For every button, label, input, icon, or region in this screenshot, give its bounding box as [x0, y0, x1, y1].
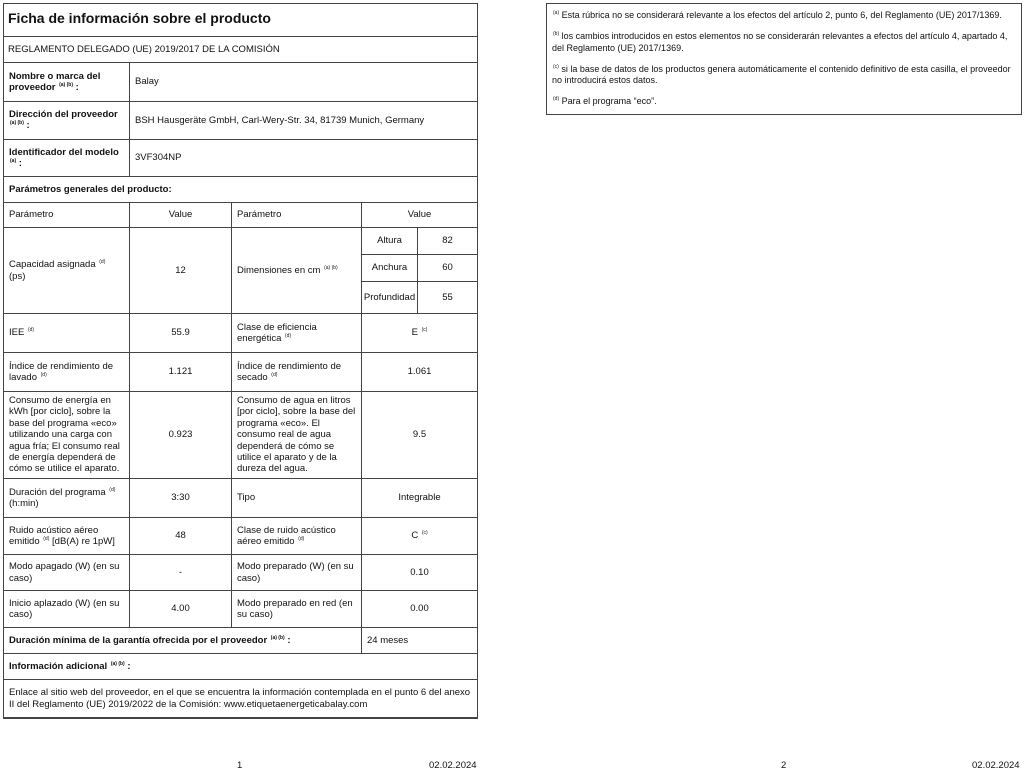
capacity-dimensions-row — [4, 227, 477, 313]
model-label: Identificador del modelo $^{(a)}$ : — [9, 146, 119, 170]
table-row — [4, 554, 477, 590]
column-header-param-1: Parámetro — [9, 209, 54, 221]
param-value-left: 0.923 — [129, 392, 231, 478]
param-value-right: 9.5 — [361, 392, 477, 478]
general-parameters-heading: Parámetros generales del producto: — [9, 183, 172, 195]
dimension-height — [362, 228, 477, 254]
param-value-left: 1.121 — [129, 353, 231, 391]
additional-info-row — [4, 653, 477, 679]
supplier-row — [4, 62, 477, 101]
warranty-value: 24 meses — [361, 628, 477, 653]
column-header-value-2: Value — [361, 203, 477, 227]
dimension-value: 60 — [417, 255, 477, 281]
footnote-b: $^{(b)}$ los cambios introducidos en estos elementos no se considerarán relevantes a efectos del artículo 4, apartado 4, del Reglamento (UE) 2017/1369. — [552, 31, 1008, 53]
page-date-2: 02.02.2024 — [972, 760, 1020, 771]
table-row — [4, 391, 477, 478]
dimension-label: Anchura — [371, 262, 408, 274]
param-value-left: 55.9 — [129, 314, 231, 352]
param-label-right: Modo preparado (W) (en su caso) — [231, 555, 361, 590]
param-label-left: Ruido acústico aéreo emitido $^{(d)}$ [dB(A) re 1pW] — [9, 524, 115, 548]
param-label-left: Inicio aplazado (W) (en su caso) — [9, 597, 120, 620]
param-label-left: Modo apagado (W) (en su caso) — [9, 561, 120, 584]
table-header-row — [4, 202, 477, 227]
param-value-right: E $^{(c)}$ — [361, 314, 477, 352]
table-row — [4, 590, 477, 627]
param-value-left: 3:30 — [129, 479, 231, 517]
footnote-c: $^{(c)}$ si la base de datos de los productos genera automáticamente el contenido definitivo de esta casilla, el proveedor no introducirá estos datos. — [552, 63, 1011, 85]
warranty-label: Duración mínima de la garantía ofrecida por el proveedor $^{(a) (b)}$ : — [9, 634, 291, 646]
product-information-sheet — [3, 3, 478, 719]
param-label-left: Consumo de energía en kWh [por ciclo], sobre la base del programa «eco» utilizando una carga con agua fría; El consumo real de energía dependerá de cómo se utilice el aparato. — [9, 395, 120, 475]
dimension-label: Altura — [377, 235, 402, 247]
param-value-right: 0.00 — [361, 591, 477, 627]
address-value: BSH Hausgeräte GmbH, Carl-Wery-Str. 34, 81739 Munich, Germany — [129, 102, 477, 139]
dimension-width — [362, 254, 477, 281]
param-label-right: Tipo — [231, 479, 361, 517]
table-row — [4, 352, 477, 391]
supplier-value: Balay — [129, 63, 477, 101]
param-value-right: Integrable — [361, 479, 477, 517]
sheet-header — [3, 3, 478, 719]
param-label-right: Clase de eficiencia energética $^{(d)}$ — [231, 314, 361, 352]
table-row — [4, 517, 477, 554]
dimension-value: 82 — [417, 228, 477, 254]
page-number-2: 2 — [781, 760, 787, 771]
dimension-label: Profundidad — [363, 291, 416, 303]
param-value-right: C $^{(c)}$ — [361, 518, 477, 554]
param-label-right: Consumo de agua en litros [por ciclo], sobre la base del programa «eco». El consumo real de agua dependerá de cómo se utilice el aparato y de la dureza del agua. — [231, 392, 361, 478]
param-value-right: 1.061 — [361, 353, 477, 391]
column-header-param-2: Parámetro — [231, 203, 361, 227]
capacity-label: Capacidad asignada $^{(d)}$ (ps) — [9, 259, 106, 282]
address-row — [4, 101, 477, 139]
dimensions-subtable — [361, 228, 477, 313]
param-value-left: 48 — [129, 518, 231, 554]
column-header-value-1: Value — [129, 203, 231, 227]
param-label-right: Índice de rendimiento de secado $^{(d)}$ — [231, 353, 361, 391]
supplier-label: Nombre o marca del proveedor $^{(a) (b)}$ : — [9, 70, 101, 94]
capacity-value: 12 — [129, 228, 231, 313]
additional-info-heading: Información adicional $^{(a) (b)}$ : — [9, 660, 131, 672]
page-number-1: 1 — [237, 760, 243, 771]
dimensions-label: Dimensiones en cm $^{(a) (b)}$ — [231, 228, 361, 313]
supplier-website-text: Enlace al sitio web del proveedor, en el que se encuentra la información contemplada en el punto 6 del anexo II del Reglamento (UE) 2019/2022 de la Comisión: www.etiquetaenergeticabalay.com — [9, 687, 471, 710]
param-value-left: 4.00 — [129, 591, 231, 627]
table-row — [4, 313, 477, 352]
supplier-website-row — [4, 679, 477, 718]
footnote-d: $^{(d)}$ Para el programa “eco”. — [553, 96, 657, 107]
param-label-left: IEE $^{(d)}$ — [9, 327, 35, 339]
param-label-right: Modo preparado en red (en su caso) — [231, 591, 361, 627]
param-label-left: Duración del programa $^{(d)}$ (h:min) — [9, 486, 116, 510]
page-date-1: 02.02.2024 — [429, 760, 477, 771]
param-value-left: - — [129, 555, 231, 590]
param-value-right: 0.10 — [361, 555, 477, 590]
footnotes-box — [546, 3, 1022, 115]
warranty-row — [4, 627, 477, 653]
address-label: Dirección del proveedor $^{(a) (b)}$ : — [9, 109, 118, 132]
table-row — [4, 478, 477, 517]
page-title: Ficha de información sobre el producto — [8, 10, 271, 26]
footnote-a: $^{(a)}$ Esta rúbrica no se considerará relevante a los efectos del artículo 2, punto 6, del Reglamento (UE) 2017/1369. — [553, 10, 1002, 20]
param-label-right: Clase de ruido acústico aéreo emitido $^{(d)}$ — [231, 518, 361, 554]
dimension-depth — [362, 281, 477, 313]
model-value: 3VF304NP — [129, 140, 477, 176]
general-parameters-row — [4, 176, 477, 202]
regulation-reference: REGLAMENTO DELEGADO (UE) 2019/2017 DE LA COMISIÓN — [4, 36, 477, 62]
model-row — [4, 139, 477, 176]
dimension-value: 55 — [417, 282, 477, 313]
param-label-left: Índice de rendimiento de lavado $^{(d)}$ — [9, 360, 114, 384]
